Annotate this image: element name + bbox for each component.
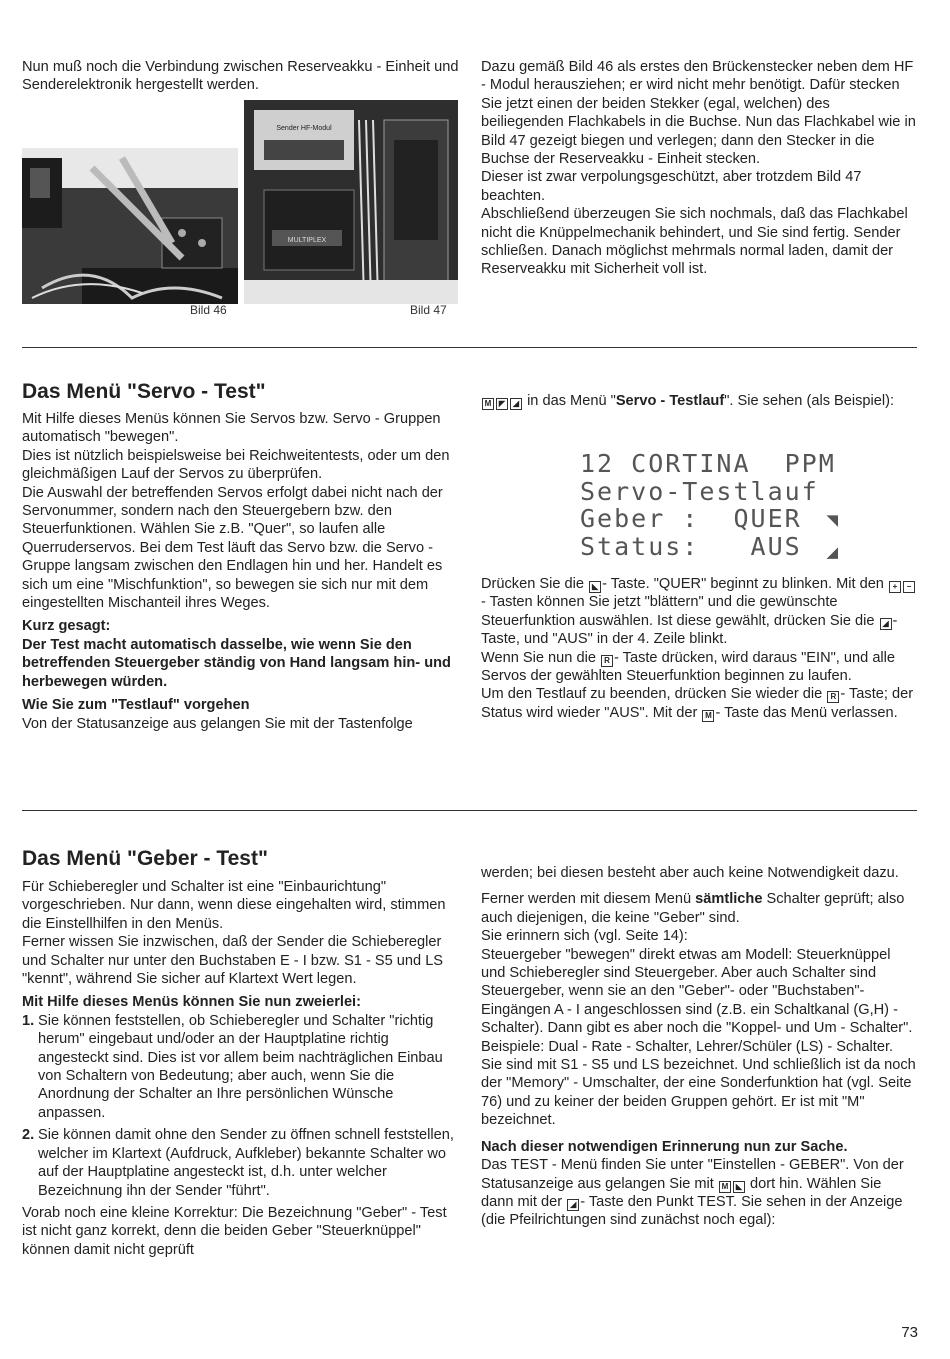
top-right-p2: Dieser ist zwar verpolungsgeschützt, aber trotzdem Bild 47 beachten. [481, 169, 862, 204]
testlauf-body: Von der Statusanzeige aus gelangen Sie mit der Tastenfolge [22, 715, 413, 732]
lcd-display [580, 450, 840, 560]
multiplex-label: MULTIPLEX [287, 237, 327, 244]
arrow-down-left-key-icon: ◣ [589, 581, 601, 593]
m-key-icon: M [719, 1181, 731, 1193]
list-item: 2. Sie können damit ohne den Sender zu öffnen schnell feststellen, welcher im Klartext (Aufdruck, Aufkleber) bekannte Schalter wo auf der Hauptplatine angesteckt ist, d.h. unter welcher Bezeichnung ihn der Sender "führt". [22, 1127, 454, 1199]
arrow-down-right-key-icon: ◢ [880, 618, 892, 630]
top-left-text [22, 58, 462, 95]
top-right-text [481, 58, 916, 279]
lcd-line-4-wrap [580, 533, 840, 561]
top-right-p3: Abschließend überzeugen Sie sich nochmals, daß das Flachkabel nicht die Knüppelmechanik behindert, und Sie sind fertig. Sender schließen. Danach möglichst mehrmals normal laden, damit der Reserveakku mit Sicherheit voll ist. [481, 206, 908, 278]
list-item: 1. Sie können feststellen, ob Schieberegler und Schalter "richtig herum" eingebaut und/oder an der Hauptplatine richtig angesteckt sind. Dies ist vor allem beim nachträglichen Einbau von Schaltern von Bedeutung; aber auch, wenn Sie die Anordnung der Schalter an Ihre persönlichen Wünsche anpassen. [22, 1012, 443, 1121]
geber-p1: Für Schieberegler und Schalter ist eine "Einbaurichtung" vorgeschrieben. Nur dann, wenn diese eingehalten wird, stimmen die Einstellhilfen in den Menüs. [22, 879, 446, 932]
top-right-p1: Dazu gemäß Bild 46 als erstes den Brückenstecker neben dem HF - Modul herausziehen; er wird nicht mehr benötigt. Dafür stecken Sie jetzt einen der beiden Stekker (egal, welchen) des beiliegenden Flachkabels in die Buchse. Nun das Flachkabel wie in Bild 47 gezeigt biegen und verlegen; dann den Stecker in die Buchse der Reserveakku - Einheit stecken. [481, 59, 916, 168]
caption-bild-46: Bild 46 [190, 303, 227, 317]
geber-p3: Vorab noch eine kleine Korrektur: Die Bezeichnung "Geber" - Test ist nicht ganz korrekt, denn die beiden Geber "Steuerknüppel" können damit nicht geprüft [22, 1204, 447, 1258]
testlauf-title: Wie Sie zum "Testlauf" vorgehen [22, 697, 250, 714]
geber-r5: Das TEST - Menü finden Sie unter "Einstellen - GEBER". Von der Statusanzeige aus gelangen Sie mit M ◣ dort hin. Wählen Sie dann mit der ◢ - Taste den Punkt TEST. Sie sehen in der Anzeige (die Pfeilrichtungen sind zunächst noch egal): [481, 1157, 904, 1229]
page-number: 73 [901, 1324, 918, 1341]
servo-right-text [481, 575, 916, 722]
servo-test-heading: Das Menü "Servo - Test" [22, 380, 266, 403]
servo-right-intro-text: M ◤ ◢ in das Menü "Servo - Testlauf". Sie sehen (als Beispiel): [481, 392, 916, 410]
geber-r2: Ferner werden mit diesem Menü sämtliche Schalter geprüft; also auch diejenigen, die keine "Geber" sind. [481, 891, 905, 926]
geber-r3: Sie erinnern sich (vgl. Seite 14): [481, 928, 688, 945]
geber-r1: werden; bei diesen besteht aber auch keine Notwendigkeit dazu. [481, 865, 899, 881]
lcd-line-1: 12 CORTINA PPM [580, 449, 836, 478]
zweierlei-list [22, 1012, 462, 1200]
m-key-icon: M [702, 710, 714, 722]
servo-after-1: Drücken Sie die ◣ - Taste. "QUER" beginnt zu blinken. Mit den + −- Tasten können Sie jetzt "blättern" und die gewünschte Steuerfunktion auswählen. Ist diese gewählt, drücken Sie die ◢ - Taste, und "AUS" in der 4. Zeile blinkt. [481, 575, 916, 649]
servo-left-text [22, 410, 462, 733]
photo-bild-47 [244, 100, 458, 304]
geber-left-text [22, 878, 462, 1259]
lcd-line-2: Servo-Testlauf [580, 476, 819, 506]
divider-top [22, 347, 917, 348]
r-key-icon: R [601, 655, 613, 667]
kurz-gesagt-title: Kurz gesagt: [22, 618, 111, 635]
geber-p2: Ferner wissen Sie inzwischen, daß der Sender die Schieberegler und Schalter nur unter den Buchstaben E - I bzw. S1 - S5 und LS "kennt", während Sie sicher auf Klartext Wert legen. [22, 934, 444, 988]
geber-test-heading: Das Menü "Geber - Test" [22, 847, 268, 870]
divider-middle [22, 810, 917, 811]
m-key-icon: M [482, 398, 494, 410]
geber-right-text [481, 864, 916, 1230]
servo-p2: Dies ist nützlich beispielsweise bei Reichweitentests, oder um den gleichmäßigen Lauf der Servos zu überprüfen. [22, 447, 450, 483]
lcd-corner-top-icon: ◥ [826, 511, 840, 529]
hf-module-label: Sender HF-Modul [276, 125, 332, 132]
intro-paragraph: Nun muß noch die Verbindung zwischen Reserveakku - Einheit und Senderelektronik hergestellt werden. [22, 59, 459, 94]
servo-after-3: Um den Testlauf zu beenden, drücken Sie wieder die R - Taste; der Status wird wieder "AUS". Mit der M - Taste das Menü verlassen. [481, 686, 914, 721]
photo-bild-46 [22, 148, 238, 304]
servo-p3: Die Auswahl der betreffenden Servos erfolgt dabei nicht nach der Servonummer, sondern nach den Steuergebern bzw. den Steuerfunktionen. Wählen Sie z.B. "Quer", so laufen alle Querruderservos. Bei dem Test läuft das Servo bzw. die Servo - Gruppe langsam zwischen den Endlagen hin und her. Handelt es sich um eine "Mischfunktion", so bewegen sie sich nur mit dem eingestellten Mischanteil ihres Weges. [22, 484, 443, 612]
hf-module-photo-illustration [244, 100, 458, 304]
servo-right-intro [481, 392, 916, 410]
plus-key-icon: + [889, 581, 901, 593]
kurz-gesagt-body: Der Test macht automatisch dasselbe, wie wenn Sie den betreffenden Steuergeber ständig von Hand langsam hin- und herbewegen würden. [22, 636, 451, 690]
lcd-line-3: Geber : QUER [580, 504, 802, 533]
arrow-up-left-key-icon: ◤ [496, 398, 508, 410]
lcd-line-3-wrap [580, 505, 840, 533]
r-key-icon: R [827, 691, 839, 703]
servo-after-2: Wenn Sie nun die R - Taste drücken, wird daraus "EIN", und alle Servos der gewählten Steuerfunktion beginnen zu laufen. [481, 649, 896, 685]
erinnerung-title: Nach dieser notwendigen Erinnerung nun zur Sache. [481, 1138, 848, 1155]
lcd-corner-bottom-icon: ◢ [826, 542, 840, 561]
arrow-down-right-key-icon: ◢ [510, 398, 522, 410]
servo-p1: Mit Hilfe dieses Menüs können Sie Servos bzw. Servo - Gruppen automatisch "bewegen". [22, 411, 441, 446]
caption-bild-47: Bild 47 [410, 303, 447, 317]
lcd-line-4: Status: AUS [580, 531, 802, 561]
arrow-down-left-key-icon: ◣ [733, 1181, 745, 1193]
minus-key-icon: − [903, 581, 915, 593]
zweierlei-title: Mit Hilfe dieses Menüs können Sie nun zweierlei: [22, 994, 361, 1011]
arrow-down-right-key-icon: ◢ [567, 1199, 579, 1211]
geber-r4: Steuergeber "bewegen" direkt etwas am Modell: Steuerknüppel und Schieberegler sind Steuergeber. Aber auch Schalter sind Steuergeber, wenn sie an den "Geber"- oder "Buchstaben"- Eingängen A - I angeschlossen sind (z.B. ein Schaltkanal (G,H) - Schalter). Dann gibt es aber noch die "Koppel- und Um - Schalter". Beispiele: Dual - Rate - Schalter, Lehrer/Schüler (LS) - Schalter. Sie sind mit S1 - S5 und LS bezeichnet. Und schließlich ist da noch der "Memory" - Umschalter, der eine Sonderfunktion hat (vgl. Seite 76) und zu keiner der beiden Gruppen gehört. Er ist mit "M" bezeichnet. [481, 946, 916, 1129]
pliers-photo-illustration [22, 148, 238, 304]
